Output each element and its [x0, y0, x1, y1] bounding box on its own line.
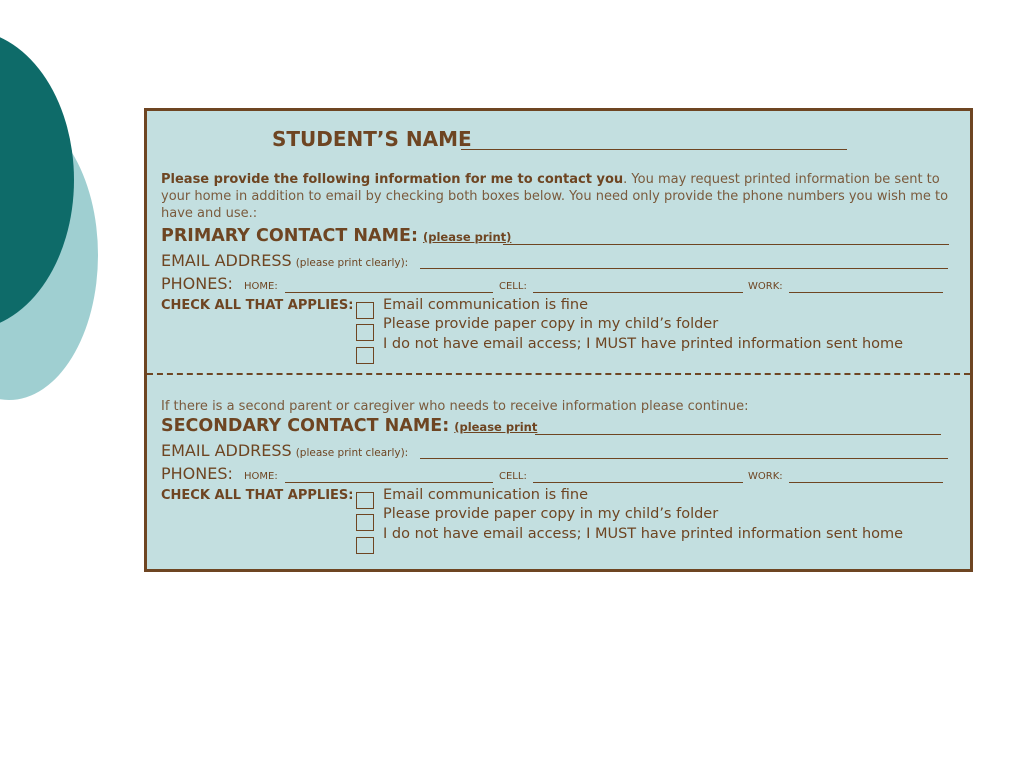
primary-contact-title: PRIMARY CONTACT NAME:	[161, 226, 418, 246]
student-name-field[interactable]	[461, 149, 847, 150]
secondary-option-paper: Please provide paper copy in my child’s folder	[383, 506, 719, 522]
secondary-check-label: CHECK ALL THAT APPLIES:	[161, 488, 354, 503]
primary-phones-row	[161, 274, 233, 293]
secondary-home-field[interactable]	[285, 482, 493, 483]
secondary-name-field[interactable]	[535, 434, 941, 435]
secondary-contact-row	[161, 416, 537, 436]
section-divider	[147, 373, 970, 375]
primary-work-field[interactable]	[789, 292, 943, 293]
secondary-checkbox-no-email[interactable]	[356, 537, 374, 554]
intro-text: . You may request printed information be sent to your home in addition to email by checking both boxes below. You need only provide the phone numbers you wish me to have and use.:	[161, 172, 949, 221]
primary-checkbox-no-email[interactable]	[356, 347, 374, 364]
primary-contact-sub: (please print)	[422, 230, 512, 244]
primary-checkbox-paper[interactable]	[356, 324, 374, 341]
primary-cell-field[interactable]	[533, 292, 743, 293]
primary-home-field[interactable]	[285, 292, 493, 293]
primary-email-row	[161, 251, 408, 270]
primary-work-label: WORK:	[748, 281, 783, 292]
primary-email-sub: (please print clearly):	[295, 257, 409, 269]
secondary-contact-title: SECONDARY CONTACT NAME:	[161, 416, 450, 436]
primary-option-no-email: I do not have email access; I MUST have printed information sent home	[383, 336, 904, 352]
secondary-work-field[interactable]	[789, 482, 943, 483]
secondary-option-no-email: I do not have email access; I MUST have printed information sent home	[383, 526, 904, 542]
secondary-contact-sub: (please print	[454, 420, 538, 434]
primary-checkbox-email[interactable]	[356, 302, 374, 319]
secondary-checkbox-paper[interactable]	[356, 514, 374, 531]
secondary-option-email: Email communication is fine	[383, 487, 589, 503]
student-name-label: STUDENT’S NAME	[272, 127, 472, 151]
primary-option-paper: Please provide paper copy in my child’s folder	[383, 316, 719, 332]
secondary-phones-label: PHONES:	[161, 464, 233, 483]
primary-home-label: HOME:	[244, 281, 278, 292]
secondary-intro: If there is a second parent or caregiver who needs to receive information please continue:	[161, 399, 749, 414]
primary-option-email: Email communication is fine	[383, 297, 589, 313]
secondary-phones-row	[161, 464, 233, 483]
secondary-email-sub: (please print clearly):	[295, 447, 409, 459]
intro-paragraph	[161, 171, 959, 222]
primary-email-label: EMAIL ADDRESS	[161, 251, 292, 270]
secondary-work-label: WORK:	[748, 471, 783, 482]
secondary-checkbox-email[interactable]	[356, 492, 374, 509]
secondary-email-row	[161, 441, 408, 460]
primary-email-field[interactable]	[420, 268, 948, 269]
primary-cell-label: CELL:	[499, 281, 527, 292]
primary-check-label: CHECK ALL THAT APPLIES:	[161, 298, 354, 313]
contact-form-card	[144, 108, 973, 572]
intro-bold: Please provide the following information for me to contact you	[161, 172, 624, 187]
primary-phones-label: PHONES:	[161, 274, 233, 293]
secondary-cell-field[interactable]	[533, 482, 743, 483]
secondary-email-label: EMAIL ADDRESS	[161, 441, 292, 460]
secondary-cell-label: CELL:	[499, 471, 527, 482]
secondary-home-label: HOME:	[244, 471, 278, 482]
primary-contact-row	[161, 226, 511, 246]
primary-name-field[interactable]	[503, 244, 949, 245]
secondary-email-field[interactable]	[420, 458, 948, 459]
